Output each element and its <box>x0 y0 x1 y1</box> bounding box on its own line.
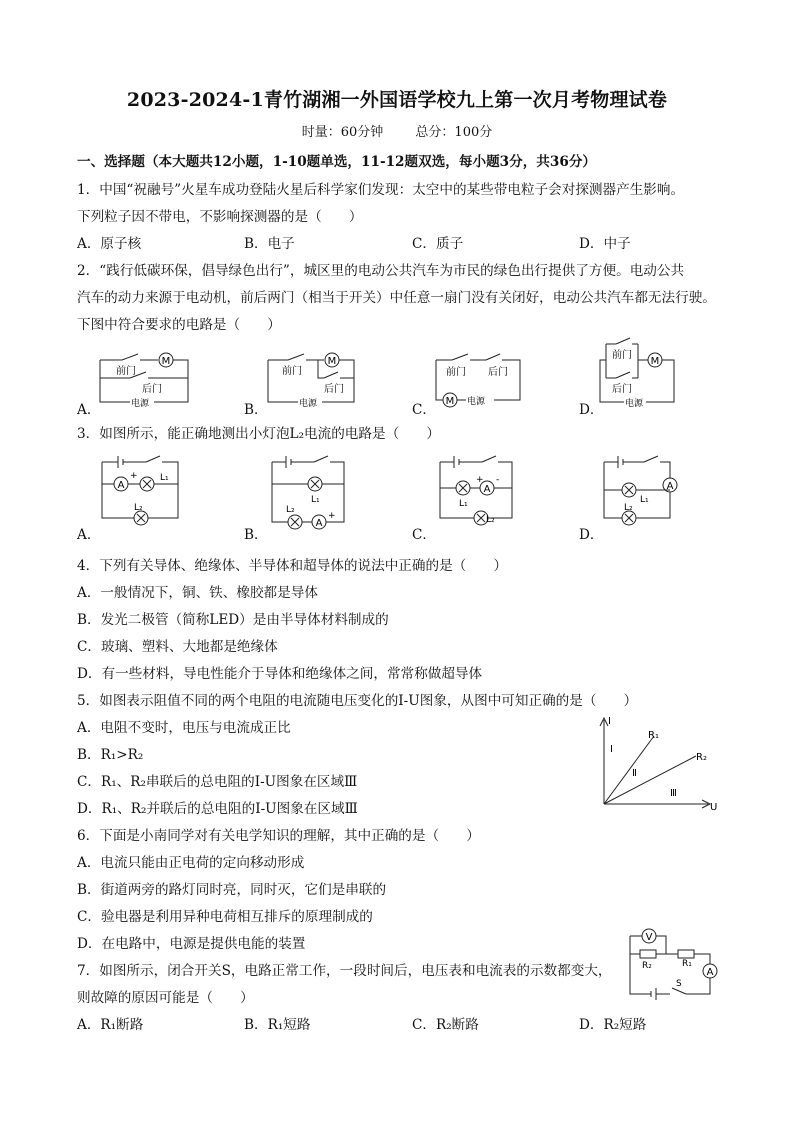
back-door-label: 后门 <box>488 367 508 378</box>
q3-circuit-d <box>594 452 686 532</box>
q2-circuit-c <box>430 346 530 412</box>
plus-sign: + <box>328 511 336 521</box>
motor-label: M <box>161 356 171 367</box>
q3-text-1: 3．如图所示，能正确地测出小灯泡L₂电流的电路是（ ） <box>77 426 440 442</box>
switch-label: S <box>676 979 682 989</box>
q3-label-d: D． <box>579 527 604 543</box>
q6-option-c: C．验电器是利用异种电荷相互排斥的原理制成的 <box>77 909 373 925</box>
front-door-label: 前门 <box>446 367 466 378</box>
q2-circuit-a <box>94 346 194 412</box>
motor-label: M <box>650 356 660 367</box>
l2-label: L₂ <box>134 503 143 513</box>
r2-label: R₂ <box>642 961 652 971</box>
region-2-label: Ⅱ <box>632 768 637 779</box>
q5-text-1: 5．如图表示阻值不同的两个电阻的电流随电压变化的I-U图象，从图中可知正确的是（ ） <box>77 693 638 709</box>
q7-option-d: D．R₂短路 <box>579 1017 647 1033</box>
plus-sign: + <box>476 475 484 485</box>
motor-label: M <box>327 356 337 367</box>
l2-label: L₂ <box>624 503 633 513</box>
q4-option-d: D．有一些材料，导电性能介于导体和绝缘体之间，常常称做超导体 <box>77 666 483 682</box>
exam-meta <box>0 121 794 140</box>
plus-sign: + <box>130 471 138 481</box>
q2-label-d: D． <box>579 402 604 418</box>
front-door-label: 前门 <box>282 366 302 377</box>
q2-label-c: C． <box>412 402 436 418</box>
q7-circuit <box>622 922 726 1002</box>
u-axis-label: U <box>710 802 718 812</box>
power-source-label: 电源 <box>299 399 318 409</box>
q4-option-a: A．一般情况下，铜、铁、橡胶都是导体 <box>77 585 318 601</box>
q1-text-1: 1．中国“祝融号”火星车成功登陆火星后科学家们发现：太空中的某些带电粒子会对探测器产生影响。 <box>77 182 685 198</box>
minus-sign: - <box>496 475 500 485</box>
q7-option-c: C．R₂断路 <box>412 1017 479 1033</box>
q4-text-1: 4．下列有关导体、绝缘体、半导体和超导体的说法中正确的是（ ） <box>77 558 508 574</box>
q7-text-2: 则故障的原因可能是（ ） <box>77 990 254 1006</box>
l2-label: L₂ <box>286 505 295 515</box>
region-3-label: Ⅲ <box>670 788 677 799</box>
q2-text-3: 下图中符合要求的电路是（ ） <box>77 317 281 333</box>
section-heading: 一、选择题（本大题共12小题，1-10题单选，11-12题双选，每小题3分，共36分） <box>77 154 597 170</box>
ammeter-label: A <box>483 484 491 495</box>
q2-label-b: B． <box>244 402 268 418</box>
ammeter-label: A <box>666 481 674 492</box>
q5-iu-graph <box>590 712 720 812</box>
front-door-label: 前门 <box>612 350 632 361</box>
q3-label-b: B． <box>244 527 268 543</box>
q3-circuit-b <box>264 452 354 532</box>
q3-label-c: C． <box>412 527 436 543</box>
q5-option-b: B．R₁>R₂ <box>77 747 144 763</box>
region-1-label: Ⅰ <box>610 744 613 755</box>
q2-text-2: 汽车的动力来源于电动机，前后两门（相当于开关）中任意一扇门没有关闭好，电动公共汽车都无法行驶。 <box>77 290 716 306</box>
q6-option-a: A．电流只能由正电荷的定向移动形成 <box>77 855 305 871</box>
power-source-label: 电源 <box>131 399 150 409</box>
q1-text-2: 下列粒子因不带电，不影响探测器的是（ ） <box>77 209 363 225</box>
l1-label: L₁ <box>459 499 468 509</box>
back-door-label: 后门 <box>612 384 632 395</box>
front-door-label: 前门 <box>116 366 136 377</box>
q2-text-1: 2．“践行低碳环保，倡导绿色出行”，城区里的电动公共汽车为市民的绿色出行提供了方便。电动公共 <box>77 263 685 279</box>
q5-option-c: C．R₁、R₂串联后的总电阻的I-U图象在区域Ⅲ <box>77 774 358 790</box>
q4-option-b: B．发光二极管（简称LED）是由半导体材料制成的 <box>77 612 389 628</box>
q1-option-c: C．质子 <box>412 236 464 252</box>
q3-circuit-c <box>432 452 522 532</box>
l1-label: L₁ <box>311 495 320 505</box>
q6-option-d: D．在电路中，电源是提供电能的装置 <box>77 936 306 952</box>
back-door-label: 后门 <box>324 384 344 395</box>
q3-circuit-a <box>96 452 186 532</box>
ammeter-label: A <box>117 480 125 491</box>
i-axis-label: I <box>608 716 611 727</box>
ammeter-label: A <box>315 518 323 529</box>
q2-circuit-b <box>262 346 362 412</box>
q5-option-d: D．R₁、R₂并联后的总电阻的I-U图象在区域Ⅲ <box>77 801 358 817</box>
q5-option-a: A．电阻不变时，电压与电流成正比 <box>77 720 291 736</box>
q7-option-b: B．R₁短路 <box>244 1017 311 1033</box>
q4-option-c: C．玻璃、塑料、大地都是绝缘体 <box>77 639 278 655</box>
back-door-label: 后门 <box>142 384 162 395</box>
q2-label-a: A． <box>77 402 101 418</box>
q3-label-a: A． <box>77 527 101 543</box>
q6-text-1: 6．下面是小南同学对有关电学知识的理解，其中正确的是（ ） <box>77 828 480 844</box>
r1-label: R₁ <box>682 959 692 969</box>
exam-time: 时量：60分钟 <box>301 125 384 140</box>
q7-text-1: 7．如图所示，闭合开关S，电路正常工作，一段时间后，电压表和电流表的示数都变大， <box>77 963 612 979</box>
q1-option-a: A．原子核 <box>77 236 142 252</box>
l1-label: L₁ <box>640 495 649 505</box>
q1-option-d: D．中子 <box>579 236 631 252</box>
l1-label: L₁ <box>160 473 169 483</box>
q6-option-b: B．街道两旁的路灯同时亮，同时灭，它们是串联的 <box>77 882 387 898</box>
power-source-label: 电源 <box>625 399 644 409</box>
q2-circuit-d <box>596 336 686 412</box>
r2-line-label: R₂ <box>696 752 707 763</box>
q1-option-b: B．电子 <box>244 236 295 252</box>
motor-label: M <box>445 396 455 407</box>
page-title: 2023-2024-1青竹湖湘一外国语学校九上第一次月考物理试卷 <box>126 89 668 111</box>
r1-line-label: R₁ <box>648 730 659 741</box>
l2-label: L₂ <box>486 515 495 525</box>
power-source-label: 电源 <box>467 397 486 407</box>
q7-option-a: A．R₁断路 <box>77 1017 144 1033</box>
exam-score: 总分：100分 <box>415 125 493 140</box>
ammeter-label: A <box>706 967 714 978</box>
voltmeter-label: V <box>645 932 653 943</box>
